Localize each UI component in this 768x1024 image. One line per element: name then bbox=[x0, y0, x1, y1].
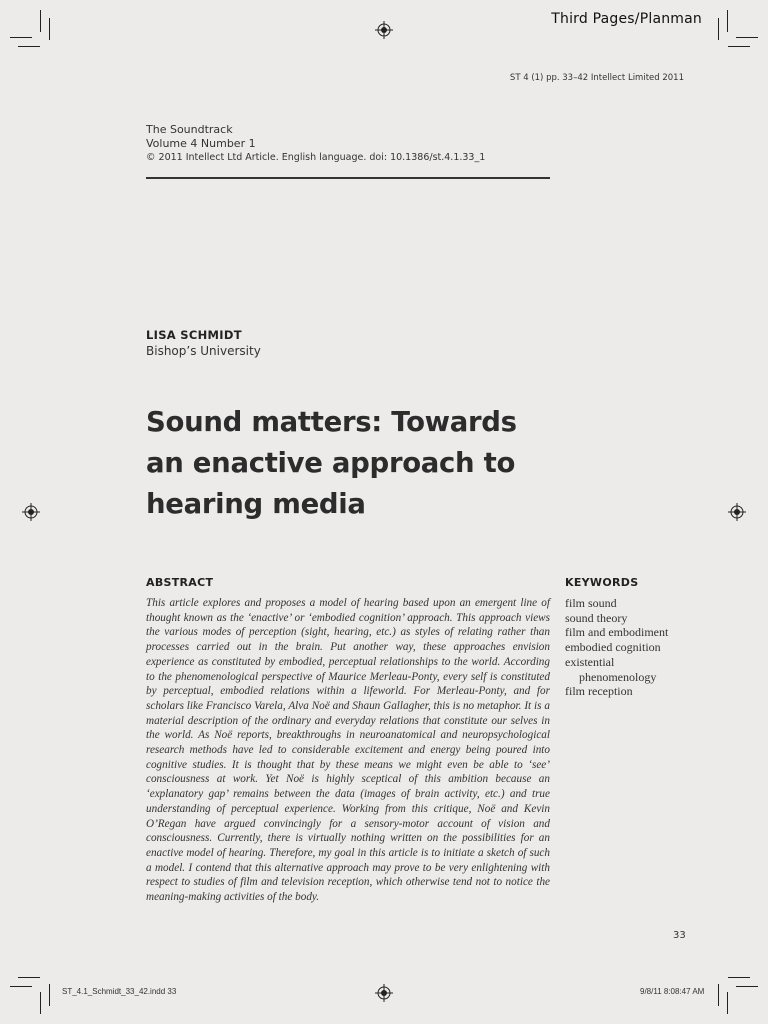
title-line: Sound matters: Towards bbox=[146, 406, 517, 438]
author-block bbox=[146, 328, 261, 358]
keyword-item: sound theory bbox=[565, 610, 628, 625]
keyword-item: phenomenology bbox=[579, 669, 657, 684]
page-number: 33 bbox=[673, 930, 686, 941]
crop-mark bbox=[10, 37, 32, 38]
author-affiliation: Bishop’s University bbox=[146, 344, 261, 358]
crop-mark bbox=[727, 10, 728, 32]
crop-mark bbox=[718, 18, 719, 40]
keyword-item: film sound bbox=[565, 596, 617, 610]
crop-mark bbox=[40, 992, 41, 1014]
crop-mark bbox=[18, 46, 40, 47]
crop-mark bbox=[49, 984, 50, 1006]
abstract-text: This article explores and proposes a model of hearing based upon an emergent line of thought known as the ‘enactive’ or ‘embodied cognition’ approach. This approach views the various modes of perception (sight, hearing, etc.) as styles of relating rather than processes carried out in the brain. Put another way, these approaches envision experience as constituted by embodied, perceptual relationships to the world. According to the phenomenological perspective of Maurice Merleau-Ponty, every self is constituted by perceptual, embodied relations within a lifeworld. For Merleau-Ponty, and for scholars like Francisco Varela, Alva Noë and Shaun Gallagher, this is no metaphor. It is a material description of the ordinary and everyday relations that constitute our selves in the world. As Noë reports, breakthroughs in neuroanatomical and neuropsychological research methods have led to considerable excitement and energy being poured into cognitive studies. It is thought that by these means we might even be able to ‘see’ consciousness at work. Yet Noë is highly sceptical of this ambition because an ‘explanatory gap’ remains between the data (images of brain activity, etc.) and true understanding of perceptual experience. Working from this critique, Noë and Kevin O’Regan have argued convincingly for a sensory-motor account of vision and consciousness. Currently, there is virtually nothing written on the possibilities for an enactive model of hearing. Therefore, my goal in this article is to initiate a sketch of such a model. I contend that this alternative approach may prove to be very enlightening with respect to studies of film and television reception, which otherwise tend not to notice the meaning-making activities of the body. bbox=[146, 597, 550, 904]
crop-mark bbox=[736, 37, 758, 38]
crop-mark bbox=[727, 992, 728, 1014]
print-slug-timestamp: 9/8/11 8:08:47 AM bbox=[640, 987, 705, 996]
keyword-item: film and embodiment bbox=[565, 625, 669, 640]
crop-mark bbox=[10, 986, 32, 987]
registration-mark-icon bbox=[728, 503, 746, 521]
print-slug-top: Third Pages/Planman bbox=[551, 11, 702, 27]
crop-mark bbox=[18, 977, 40, 978]
journal-volume: Volume 4 Number 1 bbox=[146, 137, 256, 150]
header-rule bbox=[146, 177, 550, 179]
title-line: an enactive approach to bbox=[146, 447, 516, 479]
crop-mark bbox=[728, 46, 750, 47]
journal-header bbox=[146, 123, 550, 165]
keyword-item: existential bbox=[565, 654, 615, 669]
copyright-line: © 2011 Intellect Ltd Article. English language. doi: 10.1386/st.4.1.33_1 bbox=[146, 152, 486, 163]
crop-mark bbox=[736, 986, 758, 987]
keyword-item: film reception bbox=[565, 684, 633, 699]
print-slug-file: ST_4.1_Schmidt_33_42.indd 33 bbox=[62, 987, 177, 996]
article-title bbox=[146, 402, 566, 525]
keywords-list bbox=[565, 596, 725, 699]
title-line: hearing media bbox=[146, 488, 366, 520]
journal-reference: ST 4 (1) pp. 33–42 Intellect Limited 2011 bbox=[509, 73, 684, 83]
crop-mark bbox=[728, 977, 750, 978]
crop-mark bbox=[49, 18, 50, 40]
author-name: LISA SCHMIDT bbox=[146, 328, 242, 342]
registration-mark-icon bbox=[375, 21, 393, 39]
journal-name: The Soundtrack bbox=[146, 123, 233, 136]
abstract-heading: ABSTRACT bbox=[146, 576, 214, 589]
crop-mark bbox=[40, 10, 41, 32]
crop-mark bbox=[718, 984, 719, 1006]
registration-mark-icon bbox=[375, 984, 393, 1002]
keywords-heading: KEYWORDS bbox=[565, 576, 639, 589]
keyword-item: embodied cognition bbox=[565, 640, 661, 655]
registration-mark-icon bbox=[22, 503, 40, 521]
